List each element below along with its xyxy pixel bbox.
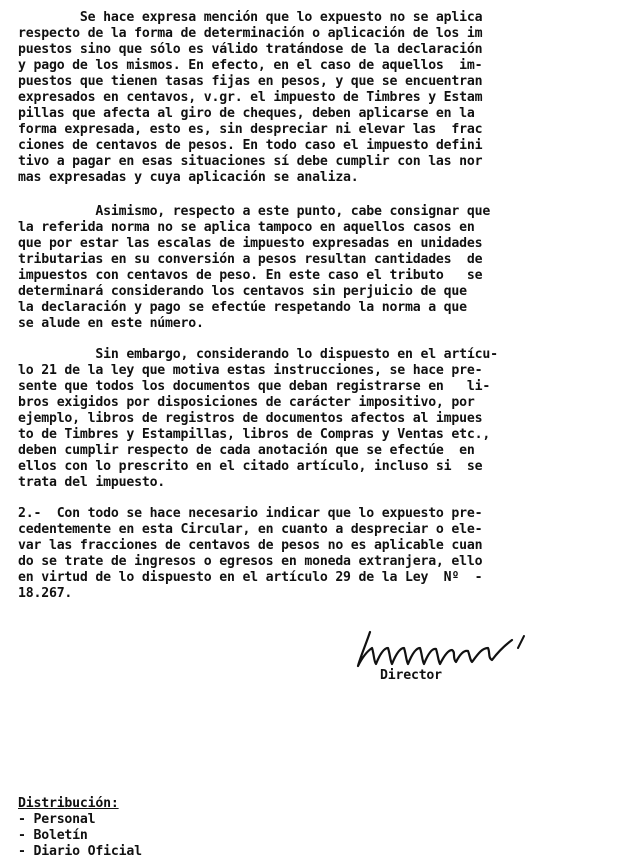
text-line: tivo a pagar en esas situaciones sí debe cumplir con las nor [18,154,483,169]
text-line: Se hace expresa mención que lo expuesto no se aplica [18,10,483,25]
distribution-item: - Boletín [18,828,88,843]
distribution-item: - Personal [18,812,96,827]
text-line: ciones de centavos de pesos. En todo caso el impuesto defini [18,138,483,153]
distribution-title: Distribución: [18,796,119,811]
text-line: Asimismo, respecto a este punto, cabe consignar que [18,204,491,219]
text-line: forma expresada, esto es, sin despreciar ni elevar las frac [18,122,483,137]
signatory-title: Director [380,668,442,683]
text-line: impuestos con centavos de peso. En este caso el tributo se [18,268,483,283]
text-line: en virtud de lo dispuesto en el artículo 29 de la Ley Nº - [18,570,483,585]
text-line: puestos que tienen tasas fijas en pesos, y que se encuentran [18,74,483,89]
text-line: 18.267. [18,586,73,601]
text-line: bros exigidos por disposiciones de carácter impositivo, por [18,395,475,410]
text-line: tributarias en su conversión a pesos resultan cantidades de [18,252,483,267]
text-line: puestos sino que sólo es válido tratándose de la declaración [18,42,483,57]
text-line: lo 21 de la ley que motiva estas instrucciones, se hace pre- [18,363,483,378]
text-line: ejemplo, libros de registros de documentos afectos al impues [18,411,483,426]
text-line: y pago de los mismos. En efecto, en el caso de aquellos im- [18,58,483,73]
distribution-item: - Diario Oficial [18,844,142,859]
text-line: cedentemente en esta Circular, en cuanto a despreciar o ele- [18,522,483,537]
text-line: trata del impuesto. [18,475,166,490]
text-line: deben cumplir respecto de cada anotación que se efectúe en [18,443,475,458]
text-line: do se trate de ingresos o egresos en moneda extranjera, ello [18,554,483,569]
text-line: var las fracciones de centavos de pesos no es aplicable cuan [18,538,483,553]
text-line: mas expresadas y cuya aplicación se analiza. [18,170,359,185]
text-line: to de Timbres y Estampillas, libros de Compras y Ventas etc., [18,427,491,442]
text-line: sente que todos los documentos que deban registrarse en li- [18,379,491,394]
text-line: se alude en este número. [18,316,204,331]
text-line: 2.- Con todo se hace necesario indicar que lo expuesto pre- [18,506,483,521]
text-line: ellos con lo prescrito en el citado artículo, incluso si se [18,459,483,474]
text-line: respecto de la forma de determinación o aplicación de los im [18,26,483,41]
text-line: expresados en centavos, v.gr. el impuesto de Timbres y Estam [18,90,483,105]
text-line: pillas que afecta al giro de cheques, deben aplicarse en la [18,106,475,121]
text-line: la declaración y pago se efectúe respetando la norma a que [18,300,467,315]
text-line: que por estar las escalas de impuesto expresadas en unidades [18,236,483,251]
text-line: determinará considerando los centavos sin perjuicio de que [18,284,467,299]
text-line: Sin embargo, considerando lo dispuesto en el artícu- [18,347,498,362]
text-line: la referida norma no se aplica tampoco en aquellos casos en [18,220,475,235]
